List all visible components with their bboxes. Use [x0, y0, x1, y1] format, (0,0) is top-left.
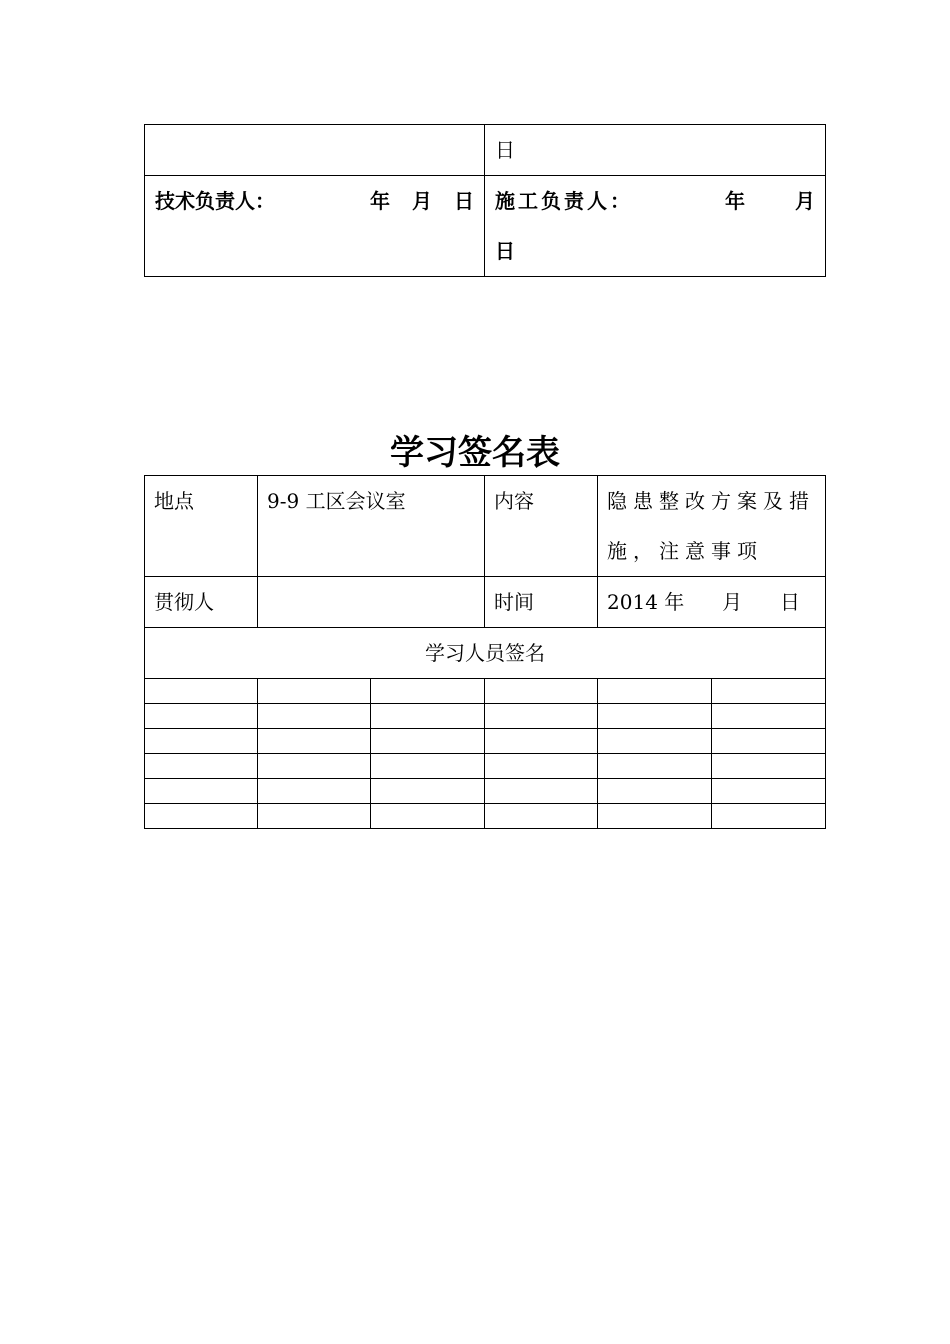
approval-day-cell — [485, 125, 826, 176]
attendees-header: 学习人员签名 — [145, 628, 826, 679]
signature-cell[interactable] — [712, 729, 826, 754]
construction-lead-label: 施工负责人： — [495, 189, 633, 213]
signature-cell[interactable] — [712, 779, 826, 804]
signature-row — [145, 779, 826, 804]
signature-cell[interactable] — [371, 804, 485, 829]
signature-cell[interactable] — [371, 704, 485, 729]
time-label: 时间 — [485, 577, 598, 628]
signature-cell[interactable] — [258, 729, 371, 754]
tech-month: 月 — [412, 189, 432, 213]
signature-cell[interactable] — [598, 779, 712, 804]
signature-cell[interactable] — [598, 704, 712, 729]
signature-row — [145, 704, 826, 729]
lead-label: 贯彻人 — [145, 577, 258, 628]
time-value — [598, 577, 826, 628]
location-label: 地点 — [145, 476, 258, 577]
signature-cell[interactable] — [145, 779, 258, 804]
approval-table — [144, 124, 826, 277]
content-value: 隐患整改方案及措施，注意事项 — [598, 476, 826, 577]
tech-year: 年 — [370, 189, 390, 213]
signature-cell[interactable] — [145, 704, 258, 729]
content-label: 内容 — [485, 476, 598, 577]
sign-in-table — [144, 475, 826, 829]
signature-cell[interactable] — [145, 729, 258, 754]
signature-cell[interactable] — [145, 804, 258, 829]
time-month: 月 — [722, 590, 743, 614]
tech-lead-date — [370, 176, 474, 226]
construction-day: 日 — [495, 239, 515, 263]
signature-row — [145, 754, 826, 779]
signature-cell[interactable] — [258, 679, 371, 704]
signature-cell[interactable] — [485, 754, 598, 779]
tech-lead-label: 技术负责人： — [155, 189, 275, 213]
page-title: 学习签名表 — [390, 433, 560, 473]
signature-cell[interactable] — [145, 679, 258, 704]
signature-row — [145, 729, 826, 754]
signature-cell[interactable] — [258, 804, 371, 829]
signature-cell[interactable] — [371, 754, 485, 779]
construction-lead-date — [725, 176, 815, 226]
construction-year: 年 — [725, 189, 745, 213]
tech-day: 日 — [454, 189, 474, 213]
signature-cell[interactable] — [598, 729, 712, 754]
location-value: 9-9 工区会议室 — [258, 476, 485, 577]
signature-cell[interactable] — [485, 779, 598, 804]
signature-cell[interactable] — [485, 804, 598, 829]
signature-cell[interactable] — [712, 704, 826, 729]
signature-cell[interactable] — [712, 804, 826, 829]
signature-cell[interactable] — [258, 779, 371, 804]
signature-cell[interactable] — [145, 754, 258, 779]
signature-cell[interactable] — [371, 729, 485, 754]
signature-cell[interactable] — [485, 704, 598, 729]
time-day: 日 — [780, 590, 800, 614]
signature-cell[interactable] — [371, 679, 485, 704]
signature-cell[interactable] — [258, 704, 371, 729]
signature-cell[interactable] — [598, 804, 712, 829]
signature-cell[interactable] — [371, 779, 485, 804]
signature-cell[interactable] — [485, 729, 598, 754]
signature-cell[interactable] — [712, 679, 826, 704]
approval-cell-empty — [145, 125, 485, 176]
time-year: 2014 年 — [607, 590, 685, 614]
construction-lead-cell — [485, 176, 826, 277]
signature-cell[interactable] — [598, 754, 712, 779]
tech-lead-cell — [145, 176, 485, 277]
lead-value[interactable] — [258, 577, 485, 628]
signature-cell[interactable] — [712, 754, 826, 779]
construction-month: 月 — [795, 189, 815, 213]
signature-cell[interactable] — [258, 754, 371, 779]
approval-day-text: 日 — [495, 138, 515, 162]
signature-row — [145, 679, 826, 704]
signature-cell[interactable] — [598, 679, 712, 704]
signature-row — [145, 804, 826, 829]
signature-cell[interactable] — [485, 679, 598, 704]
